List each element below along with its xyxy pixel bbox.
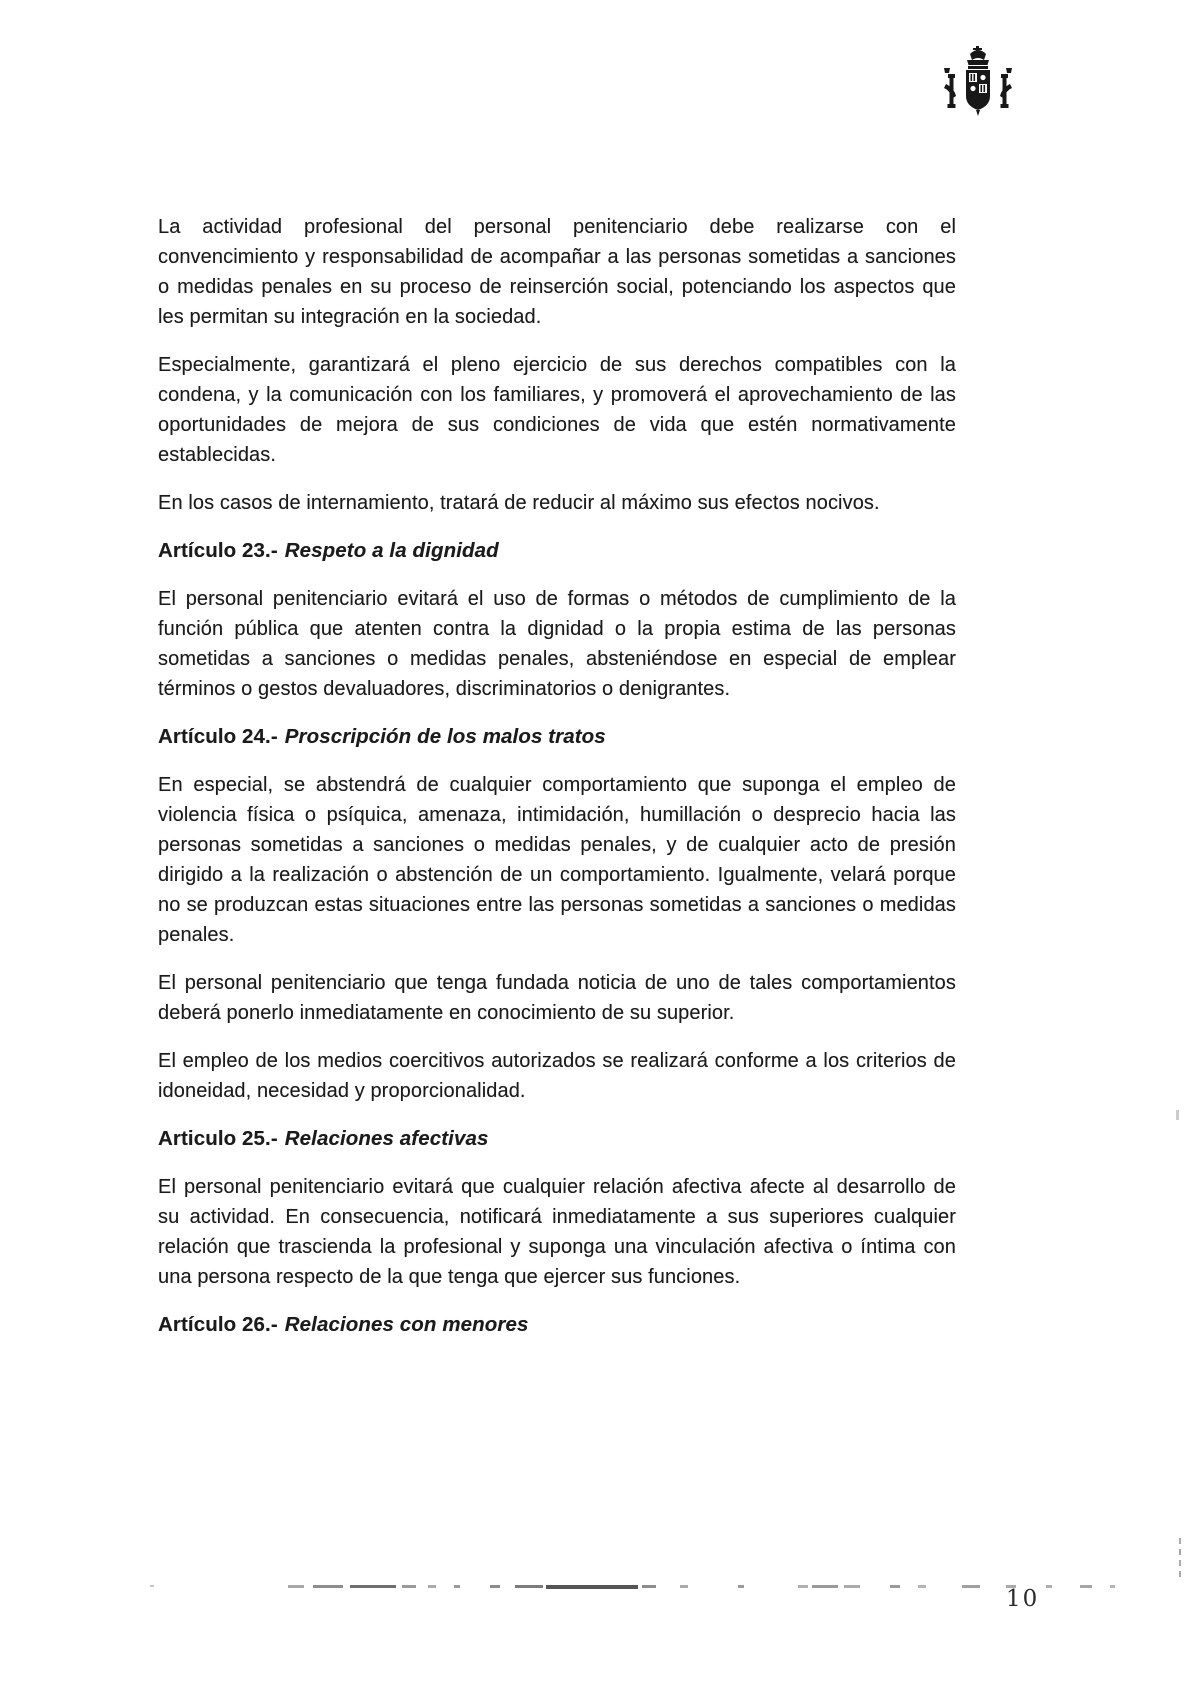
article-heading xyxy=(158,722,956,752)
page-number: 10 xyxy=(1006,1586,1040,1612)
paragraph: En especial, se abstendrá de cualquier comportamiento que suponga el empleo de violencia física o psíquica, amenaza, intimidación, humillación o desprecio hacia las personas sometidas a sanciones o medidas penales, y de cualquier acto de presión dirigido a la realización o abstención de un comportamiento. Igualmente, velará porque no se produzcan estas situaciones entre las personas sometidas a sanciones o medidas penales. xyxy=(158,774,956,946)
document-text xyxy=(158,212,956,1358)
article-heading-title: Proscripción de los malos tratos xyxy=(284,725,606,748)
paragraph: La actividad profesional del personal penitenciario debe realizarse con el convencimiento y responsabilidad de acompañar a las personas sometidas a sanciones o medidas penales en su proceso de reinserción social, potenciando los aspectos que les permitan su integración en la sociedad. xyxy=(158,216,956,328)
scan-artifact-right-edge xyxy=(1179,1538,1181,1578)
article-heading xyxy=(158,536,956,566)
article-heading-label: Articulo 25.- xyxy=(158,1127,278,1150)
article-heading xyxy=(158,1124,956,1154)
article-heading xyxy=(158,1310,956,1340)
article-heading-title: Relaciones con menores xyxy=(284,1313,529,1336)
article-heading-title: Relaciones afectivas xyxy=(284,1127,489,1150)
paragraph: Especialmente, garantizará el pleno ejercicio de sus derechos compatibles con la condena, y la comunicación con los familiares, y promoverá el aprovechamiento de las oportunidades de mejora de sus condiciones de vida que estén normativamente establecidas. xyxy=(158,354,956,466)
article-heading-label: Artículo 26.- xyxy=(158,1313,278,1336)
paragraph: El personal penitenciario evitará el uso de formas o métodos de cumplimiento de la función pública que atenten contra la dignidad o la propia estima de las personas sometidas a sanciones o medidas penales, absteniéndose en especial de emplear términos o gestos devaluadores, discriminatorios o denigrantes. xyxy=(158,588,956,700)
article-heading-label: Artículo 24.- xyxy=(158,725,278,748)
article-heading-label: Artículo 23.- xyxy=(158,539,278,562)
paragraph: El personal penitenciario que tenga fundada noticia de uno de tales comportamientos deberá ponerlo inmediatamente en conocimiento de su superior. xyxy=(158,972,956,1024)
article-heading-title: Respeto a la dignidad xyxy=(284,539,499,562)
scan-artifact-mark xyxy=(1176,1110,1179,1120)
paragraph: El empleo de los medios coercitivos autorizados se realizará conforme a los criterios de idoneidad, necesidad y proporcionalidad. xyxy=(158,1050,956,1102)
spain-coat-of-arms-icon xyxy=(936,44,1020,136)
scan-artifact-line xyxy=(150,1585,1050,1591)
paragraph: El personal penitenciario evitará que cualquier relación afectiva afecte al desarrollo de su actividad. En consecuencia, notificará inmediatamente a sus superiores cualquier relación que trascienda la profesional y suponga una vinculación afectiva o íntima con una persona respecto de la que tenga que ejercer sus funciones. xyxy=(158,1176,956,1288)
paragraph: En los casos de internamiento, tratará de reducir al máximo sus efectos nocivos. xyxy=(158,492,880,514)
